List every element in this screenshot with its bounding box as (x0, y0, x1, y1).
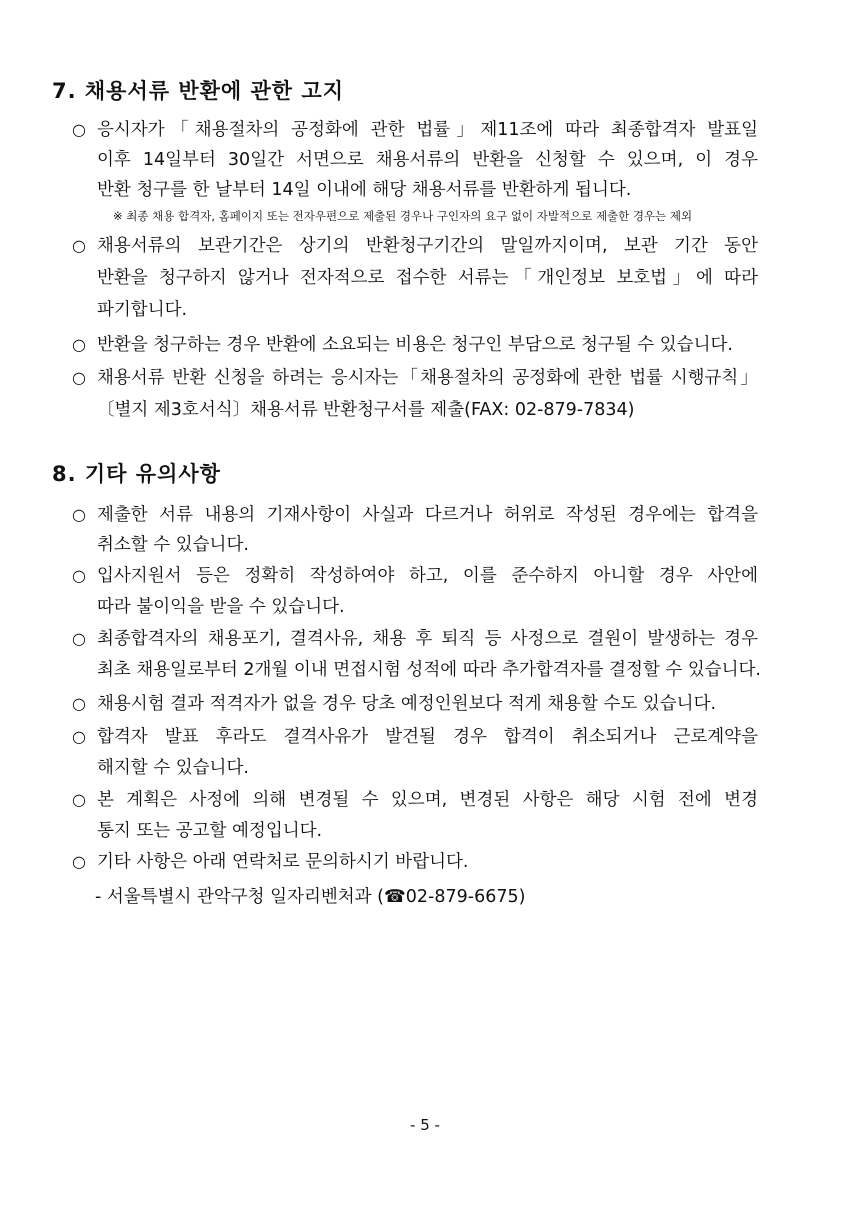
bullet-icon: ○ (72, 566, 86, 585)
paragraph-line: 채용서류의 보관기간은 상기의 반환청구기간의 말일까지이며, 보관 기간 동안 (97, 236, 758, 256)
paragraph-line: 반환을 청구하지 않거나 전자적으로 접수한 서류는「개인정보 보호법」에 따라 (97, 268, 758, 288)
paragraph-line: 입사지원서 등은 정확히 작성하여야 하고, 이를 준수하지 아니할 경우 사안에 (97, 566, 758, 586)
paragraph-line: 통지 또는 공고할 예정입니다. (97, 821, 323, 841)
bullet-icon: ○ (72, 727, 86, 746)
contact-line: - 서울특별시 관악구청 일자리벤처과 (☎02-879-6675) (95, 887, 526, 907)
bullet-icon: ○ (72, 505, 86, 524)
paragraph-line: 최종합격자의 채용포기, 결격사유, 채용 후 퇴직 등 사정으로 결원이 발생하는 경우 (97, 629, 758, 649)
paragraph-line: 기타 사항은 아래 연락처로 문의하시기 바랍니다. (97, 852, 469, 872)
page-number: - 5 - (410, 1116, 440, 1134)
bullet-icon: ○ (72, 852, 86, 871)
paragraph-line: 채용서류 반환 신청을 하려는 응시자는「채용절차의 공정화에 관한 법률 시행규칙」 (97, 368, 758, 388)
paragraph-line: 따라 불이익을 받을 수 있습니다. (97, 597, 345, 617)
bullet-icon: ○ (72, 368, 86, 387)
bullet-icon: ○ (72, 335, 86, 354)
section8-heading: 8. 기타 유의사항 (52, 462, 221, 486)
paragraph-line: 반환을 청구하는 경우 반환에 소요되는 비용은 청구인 부담으로 청구될 수 있습니다. (97, 335, 733, 355)
paragraph-line: 채용시험 결과 적격자가 없을 경우 당초 예정인원보다 적게 채용할 수도 있습니다. (97, 694, 717, 714)
bullet-icon: ○ (72, 236, 86, 255)
paragraph-line: 취소할 수 있습니다. (97, 535, 249, 555)
paragraph-line: 응시자가「채용절차의 공정화에 관한 법률」제11조에 따라 최종합격자 발표일 (97, 120, 758, 140)
bullet-icon: ○ (72, 629, 86, 648)
paragraph-line: 〔별지 제3호서식〕채용서류 반환청구서를 제출(FAX: 02-879-7834) (97, 400, 635, 420)
paragraph-line: 최초 채용일로부터 2개월 이내 면접시험 성적에 따라 추가합격자를 결정할 수 있습니다. (97, 660, 761, 680)
paragraph-line: 합격자 발표 후라도 결격사유가 발견될 경우 합격이 취소되거나 근로계약을 (97, 727, 758, 747)
footnote: ※ 최종 채용 합격자, 홈페이지 또는 전자우편으로 제출된 경우나 구인자의 요구 없이 자발적으로 제출한 경우는 제외 (113, 209, 693, 223)
paragraph-line: 해지할 수 있습니다. (97, 758, 249, 778)
bullet-icon: ○ (72, 694, 86, 713)
bullet-icon: ○ (72, 120, 86, 139)
paragraph-line: 반환 청구를 한 날부터 14일 이내에 해당 채용서류를 반환하게 됩니다. (97, 180, 632, 200)
section7-heading: 7. 채용서류 반환에 관한 고지 (52, 79, 344, 103)
paragraph-line: 제출한 서류 내용의 기재사항이 사실과 다르거나 허위로 작성된 경우에는 합격을 (97, 505, 758, 525)
paragraph-line: 파기합니다. (97, 300, 188, 320)
bullet-icon: ○ (72, 790, 86, 809)
paragraph-line: 본 계획은 사정에 의해 변경될 수 있으며, 변경된 사항은 해당 시험 전에 변경 (97, 790, 758, 810)
paragraph-line: 이후 14일부터 30일간 서면으로 채용서류의 반환을 신청할 수 있으며, 이 경우 (97, 150, 758, 170)
